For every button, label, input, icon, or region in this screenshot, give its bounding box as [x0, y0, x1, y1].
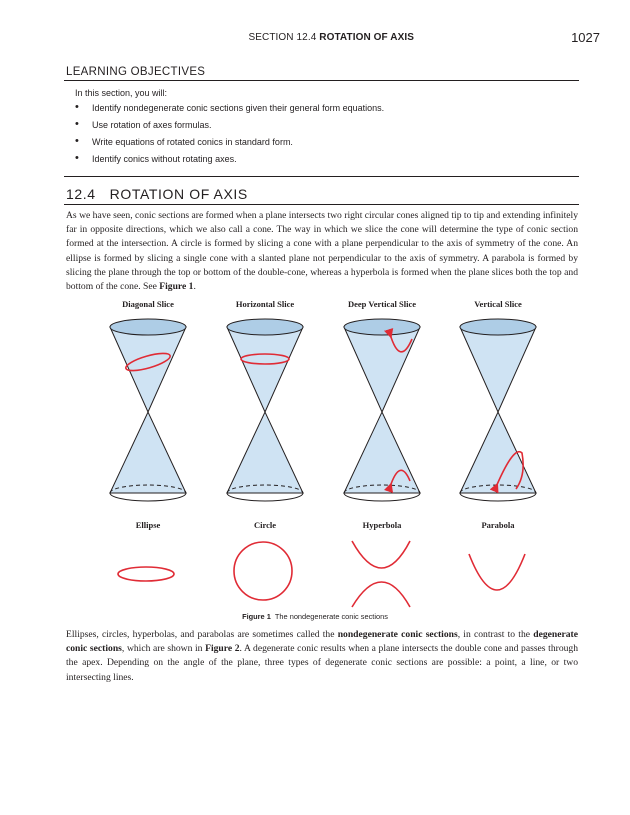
upper-cone — [460, 327, 536, 412]
top-rim — [227, 319, 303, 335]
bottom-rim-front — [344, 493, 420, 501]
top-rim — [110, 319, 186, 335]
slice-label-vertical: Vertical Slice — [474, 299, 522, 309]
bottom-rim-front — [227, 493, 303, 501]
paragraph-2-text-1: Ellipses, circles, hyperbolas, and parabolas are sometimes called the — [66, 629, 338, 640]
running-head — [0, 30, 630, 46]
body-paragraph-2 — [66, 628, 578, 685]
term-degenerate-conic-sections: degenerate conic sections — [66, 629, 578, 655]
upper-cone — [227, 327, 303, 412]
top-rim — [344, 319, 420, 335]
paragraph-2-text-2: , in contrast to the — [457, 629, 534, 640]
learning-objective-text: Identify conics without rotating axes. — [92, 154, 237, 164]
ellipse-shape — [118, 567, 174, 581]
section-heading — [66, 186, 248, 202]
learning-objective-item — [75, 103, 384, 120]
paragraph-2-text-4: . A degenerate conic results when a plane intersects the double cone and passes through the apex. Depending on the angle of the plane, three types of degenerate conic sections are possible: a point, a line, or two intersecting lines. — [66, 643, 579, 683]
learning-objective-item — [75, 137, 384, 154]
bullet-icon: • — [75, 152, 79, 164]
slice-label-deep-vertical: Deep Vertical Slice — [348, 299, 416, 309]
lower-cone — [110, 412, 186, 493]
hyperbola-upper-branch — [352, 541, 410, 568]
learning-objectives-list — [75, 103, 384, 171]
figure-caption-text: The nondegenerate conic sections — [274, 612, 388, 621]
term-nondegenerate-conic-sections: nondegenerate conic sections — [337, 629, 458, 640]
double-cone-vertical — [460, 319, 536, 501]
section-rule — [64, 204, 579, 205]
figure-caption-number: Figure 1 — [242, 612, 271, 621]
figure-2-reference: Figure 2 — [205, 643, 240, 655]
upper-cone — [110, 327, 186, 412]
learning-objective-item — [75, 154, 384, 171]
learning-objectives-title: LEARNING OBJECTIVES — [66, 66, 206, 78]
circle-shape — [234, 542, 292, 600]
figure-1-caption — [0, 612, 630, 621]
page-number: 1027 — [571, 30, 600, 45]
section-number: 12.4 — [66, 186, 96, 202]
parabola-shape — [469, 554, 525, 590]
slice-label-horizontal: Horizontal Slice — [235, 299, 295, 309]
bullet-icon: • — [75, 135, 79, 147]
figure-1-reference: Figure 1 — [159, 281, 194, 293]
conic-label-circle: Circle — [253, 520, 277, 530]
slice-label-diagonal: Diagonal Slice — [122, 299, 174, 309]
running-head-section — [248, 32, 414, 43]
learning-objectives-rule — [64, 80, 579, 81]
body-paragraph-1 — [66, 209, 578, 294]
learning-objective-text: Identify nondegenerate conic sections given their general form equations. — [92, 103, 385, 113]
bottom-rim-front — [460, 493, 536, 501]
double-cone-deep-vertical — [344, 319, 420, 501]
conic-label-ellipse: Ellipse — [135, 520, 161, 530]
bullet-icon: • — [75, 101, 79, 113]
paragraph-1-end: . — [193, 281, 196, 293]
running-head-section-title: ROTATION OF AXIS — [319, 32, 414, 43]
learning-objectives-bottom-rule — [64, 176, 579, 177]
section-title: ROTATION OF AXIS — [109, 186, 248, 202]
figure-1-conic-sections — [64, 295, 584, 625]
lower-cone — [227, 412, 303, 493]
learning-objective-text: Use rotation of axes formulas. — [92, 120, 212, 130]
double-cone-horizontal — [227, 319, 303, 501]
bottom-rim-front — [110, 493, 186, 501]
learning-objective-text: Write equations of rotated conics in standard form. — [92, 137, 293, 147]
lower-cone — [344, 412, 420, 493]
double-cone-diagonal — [110, 319, 186, 501]
conic-label-hyperbola: Hyperbola — [362, 520, 402, 530]
conic-label-parabola: Parabola — [481, 520, 515, 530]
top-rim — [460, 319, 536, 335]
upper-cone — [344, 327, 420, 412]
hyperbola-lower-branch — [352, 582, 410, 607]
paragraph-2-text-3: , which are shown in — [121, 643, 206, 655]
paragraph-1-text: As we have seen, conic sections are formed when a plane intersects two right circular cones aligned tip to tip and extending infinitely far in opposite directions, which we also call a cone. The way in which we slice the cone will determine the type of conic section formed at the intersection. A circle is formed by slicing a cone with a plane perpendicular to the axis of symmetry of the cone. An ellipse is formed by slicing a single cone with a slanted plane not perpendicular to the axis of symmetry. A parabola is formed by slicing the plane through the top or bottom of the double-cone, whereas a hyperbola is formed when the plane slices both the top and bottom of the cone. See — [66, 210, 578, 293]
bullet-icon: • — [75, 118, 79, 130]
running-head-section-label: SECTION 12.4 — [248, 32, 317, 43]
learning-objective-item — [75, 120, 384, 137]
learning-objectives-intro: In this section, you will: — [75, 88, 168, 98]
